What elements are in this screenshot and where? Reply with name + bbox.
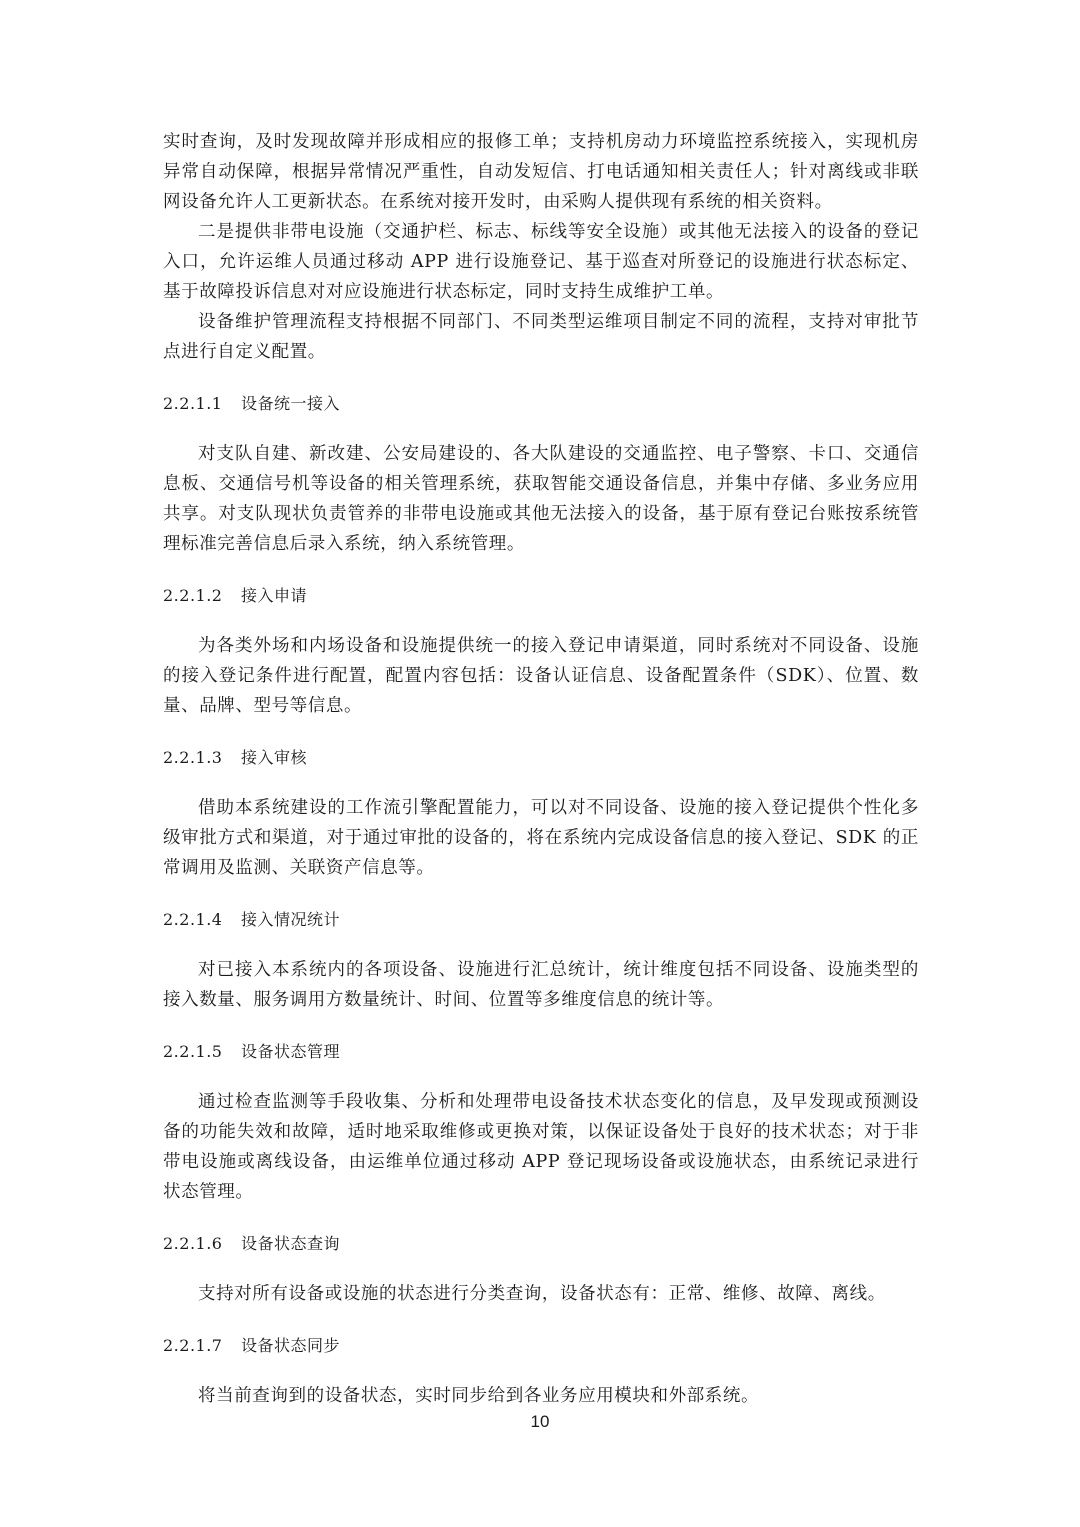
section-body-2-2-1-4: 对已接入本系统内的各项设备、设施进行汇总统计，统计维度包括不同设备、设施类型的接入数量、服务调用方数量统计、时间、位置等多维度信息的统计等。: [163, 960, 919, 1010]
section-number: 2.2.1.5: [163, 1042, 223, 1061]
section-number: 2.2.1.2: [163, 586, 223, 605]
section-heading-2-2-1-3: [163, 743, 919, 773]
section-title: 设备状态同步: [241, 1336, 341, 1355]
document-page: [163, 127, 919, 1411]
section-number: 2.2.1.4: [163, 910, 223, 929]
section-number: 2.2.1.1: [163, 394, 223, 413]
intro-paragraph-3: 设备维护管理流程支持根据不同部门、不同类型运维项目制定不同的流程，支持对审批节点进行自定义配置。: [163, 312, 919, 362]
section-heading-2-2-1-1: [163, 389, 919, 419]
section-title: 接入情况统计: [241, 910, 341, 929]
section-heading-2-2-1-4: [163, 905, 919, 935]
section-body-2-2-1-7: 将当前查询到的设备状态，实时同步给到各业务应用模块和外部系统。: [198, 1386, 760, 1406]
section-number: 2.2.1.3: [163, 748, 223, 767]
section-heading-2-2-1-5: [163, 1037, 919, 1067]
section-body-2-2-1-1: 对支队自建、新改建、公安局建设的、各大队建设的交通监控、电子警察、卡口、交通信息板、交通信号机等设备的相关管理系统，获取智能交通设备信息，并集中存储、多业务应用共享。对支队现状负责管养的非带电设施或其他无法接入的设备，基于原有登记台账按系统管理标准完善信息后录入系统，纳入系统管理。: [163, 444, 919, 554]
section-number: 2.2.1.6: [163, 1234, 223, 1253]
section-body-2-2-1-3: 借助本系统建设的工作流引擎配置能力，可以对不同设备、设施的接入登记提供个性化多级审批方式和渠道，对于通过审批的设备的，将在系统内完成设备信息的接入登记、SDK 的正常调用及监测、关联资产信息等。: [163, 798, 919, 878]
section-body-2-2-1-6: 支持对所有设备或设施的状态进行分类查询，设备状态有：正常、维修、故障、离线。: [198, 1284, 886, 1304]
section-title: 设备状态管理: [241, 1042, 341, 1061]
section-title: 设备状态查询: [241, 1234, 341, 1253]
section-title: 接入审核: [241, 748, 308, 767]
section-title: 设备统一接入: [241, 394, 341, 413]
page-number: 10: [530, 1412, 550, 1431]
section-title: 接入申请: [241, 586, 308, 605]
section-heading-2-2-1-2: [163, 581, 919, 611]
intro-paragraph-1: 实时查询，及时发现故障并形成相应的报修工单；支持机房动力环境监控系统接入，实现机房异常自动保障，根据异常情况严重性，自动发短信、打电话通知相关责任人；针对离线或非联网设备允许人工更新状态。在系统对接开发时，由采购人提供现有系统的相关资料。: [163, 132, 919, 212]
section-heading-2-2-1-6: [163, 1229, 919, 1259]
section-heading-2-2-1-7: [163, 1331, 919, 1361]
section-number: 2.2.1.7: [163, 1336, 223, 1355]
section-body-2-2-1-5: 通过检查监测等手段收集、分析和处理带电设备技术状态变化的信息，及早发现或预测设备的功能失效和故障，适时地采取维修或更换对策，以保证设备处于良好的技术状态；对于非带电设施或离线设备，由运维单位通过移动 APP 登记现场设备或设施状态，由系统记录进行状态管理。: [163, 1092, 919, 1202]
section-body-2-2-1-2: 为各类外场和内场设备和设施提供统一的接入登记申请渠道，同时系统对不同设备、设施的接入登记条件进行配置，配置内容包括：设备认证信息、设备配置条件（SDK）、位置、数量、品牌、型号等信息。: [163, 636, 919, 716]
intro-paragraph-2: 二是提供非带电设施（交通护栏、标志、标线等安全设施）或其他无法接入的设备的登记入口，允许运维人员通过移动 APP 进行设施登记、基于巡查对所登记的设施进行状态标定、基于故障投诉信息对对应设施进行状态标定，同时支持生成维护工单。: [163, 222, 919, 302]
